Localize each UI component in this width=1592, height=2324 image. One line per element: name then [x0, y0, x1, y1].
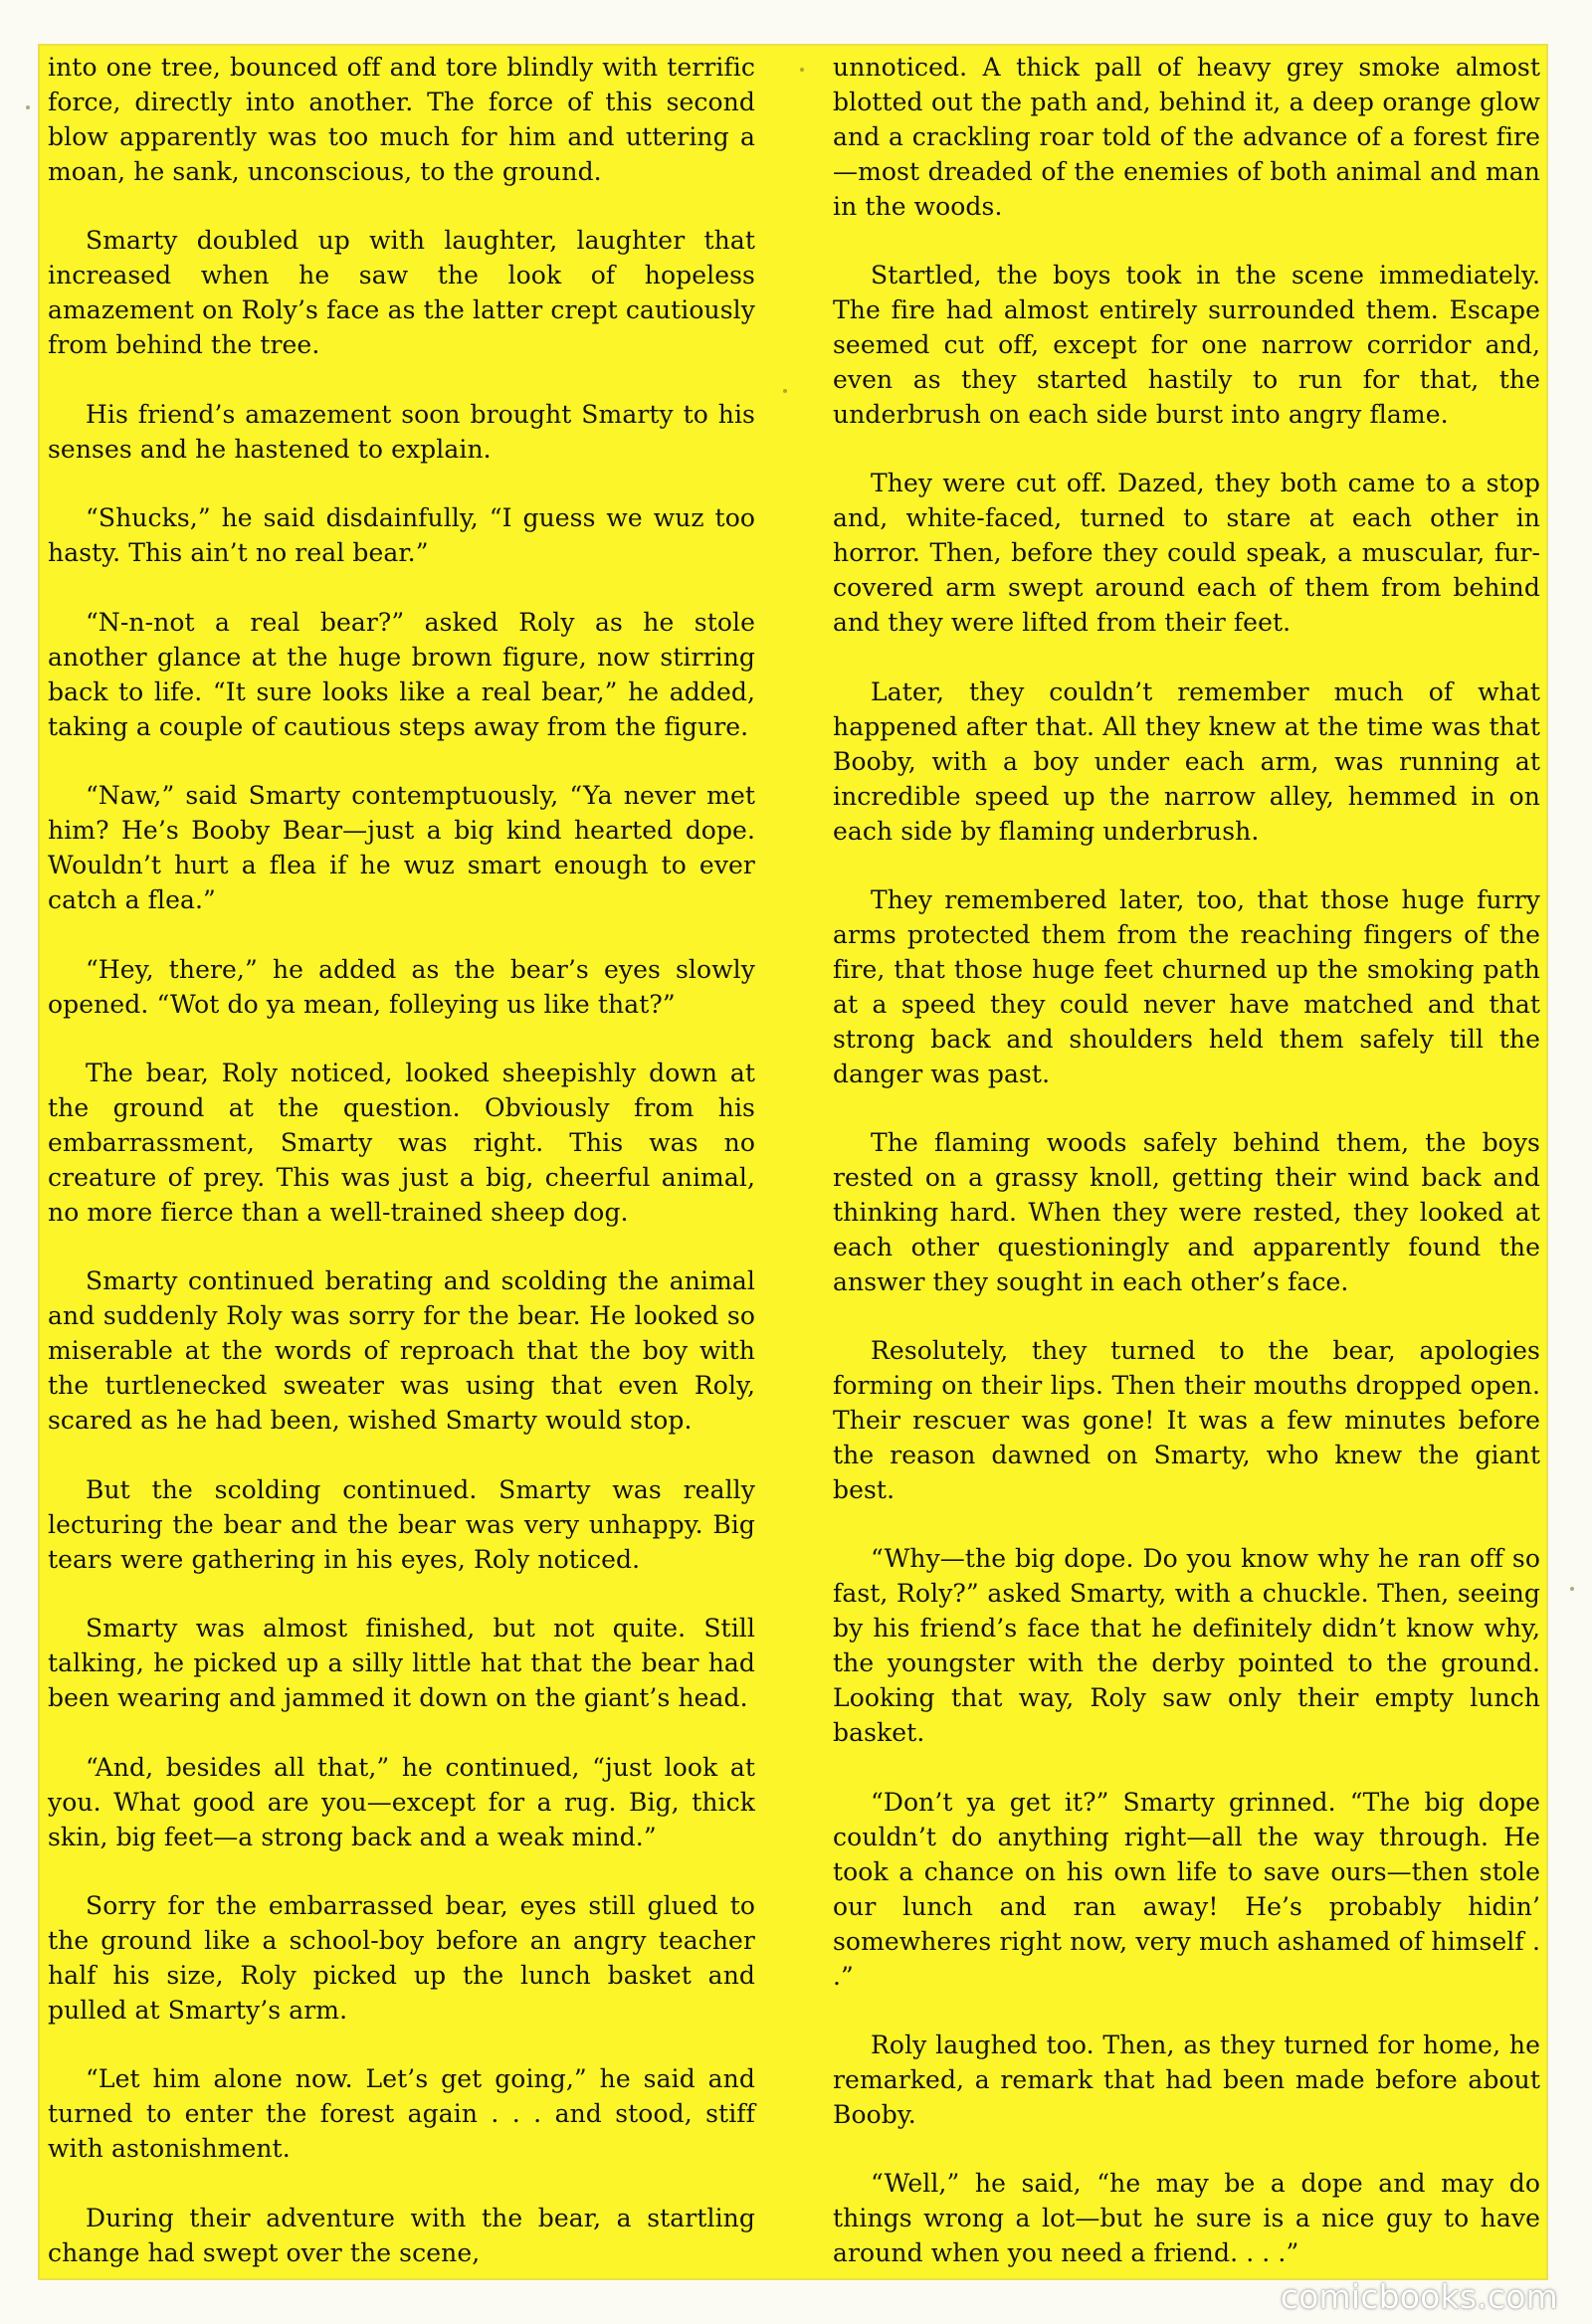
left-paragraph-11: Smarty was almost finished, but not quite. Still talking, he picked up a silly little hat that the bear had been wearing and jammed it down on the giant’s head. [48, 1614, 755, 1713]
left-paragraph-3: His friend’s amazement soon brought Smarty to his senses and he hastened to explain. [48, 399, 755, 464]
right-paragraph-4: Later, they couldn’t remember much of what happened after that. All they knew at the time was that Booby, with a boy under each arm, was running at incredible speed up the narrow alley, hemmed in on each side by flaming underbrush. [833, 677, 1540, 846]
left-paragraph-12: “And, besides all that,” he continued, “just look at you. What good are you—except for a rug. Big, thick skin, big feet—a strong back and a weak mind.” [48, 1752, 755, 1851]
left-paragraph-7: “Hey, there,” he added as the bear’s eyes slowly opened. “Wot do ya mean, folleying us like that?” [48, 954, 755, 1019]
print-speck [783, 389, 787, 393]
left-paragraph-1: into one tree, bounced off and tore blindly with terrific force, directly into another. The force of this second blow apparently was too much for him and uttering a moan, he sank, unconscious, to the ground. [48, 53, 755, 186]
right-paragraph-8: “Why—the big dope. Do you know why he ran off so fast, Roly?” asked Smarty, with a chuckle. Then, seeing by his friend’s face that he definitely didn’t know why, the youngster with the derby pointed to the ground. Looking that way, Roly saw only their empty lunch basket. [833, 1544, 1540, 1748]
story-text-columns [48, 50, 1540, 2270]
print-speck [1570, 1587, 1574, 1591]
left-paragraph-9: Smarty continued berating and scolding the animal and suddenly Roly was sorry for the bear. He looked so miserable at the words of reproach that the boy with the turtlenecked sweater was using that even Roly, scared as he had been, wished Smarty would stop. [48, 1266, 755, 1436]
right-paragraph-9: “Don’t ya get it?” Smarty grinned. “The big dope couldn’t do anything right—all the way through. He took a chance on his own life to save ours—then stole our lunch and ran away! He’s probably hidin’ somewheres right now, very much ashamed of himself . .” [833, 1787, 1540, 1991]
right-paragraph-2: Startled, the boys took in the scene immediately. The fire had almost entirely surrounded them. Escape seemed cut off, except for one narrow corridor and, even as they started hastily to run for that, the underbrush on each side burst into angry flame. [833, 261, 1540, 430]
left-paragraph-8: The bear, Roly noticed, looked sheepishly down at the ground at the question. Obviously from his embarrassment, Smarty was right. This was no creature of prey. This was just a big, cheerful animal, no more fierce than a well-trained sheep dog. [48, 1058, 755, 1227]
right-paragraph-6: The flaming woods safely behind them, the boys rested on a grassy knoll, getting their wind back and thinking hard. When they were rested, they looked at each other questioningly and apparently found the answer they sought in each other’s face. [833, 1127, 1540, 1296]
right-paragraph-10: Roly laughed too. Then, as they turned for home, he remarked, a remark that had been made before about Booby. [833, 2030, 1540, 2129]
left-paragraph-10: But the scolding continued. Smarty was really lecturing the bear and the bear was very unhappy. Big tears were gathering in his eyes, Roly noticed. [48, 1474, 755, 1574]
right-paragraph-1: unnoticed. A thick pall of heavy grey smoke almost blotted out the path and, behind it, a deep orange glow and a crackling roar told of the advance of a forest fire—most dreaded of the enemies of both animal and man in the woods. [833, 53, 1540, 221]
left-paragraph-4: “Shucks,” he said disdainfully, “I guess we wuz too hasty. This ain’t no real bear.” [48, 503, 755, 568]
right-paragraph-5: They remembered later, too, that those huge furry arms protected them from the reaching fingers of the fire, that those huge feet churned up the smoking path at a speed they could never have matched and that strong back and shoulders held them safely till the danger was past. [833, 884, 1540, 1088]
left-paragraph-14: “Let him alone now. Let’s get going,” he said and turned to enter the forest again . . . and stood, stiff with astonishment. [48, 2064, 755, 2164]
right-paragraph-3: They were cut off. Dazed, they both came to a stop and, white-faced, turned to stare at each other in horror. Then, before they could speak, a muscular, fur-covered arm swept around each of them from behind and they were lifted from their feet. [833, 469, 1540, 638]
right-paragraph-7: Resolutely, they turned to the bear, apologies forming on their lips. Then their mouths dropped open. Their rescuer was gone! It was a few minutes before the reason dawned on Smarty, who knew the giant best. [833, 1336, 1540, 1505]
right-paragraph-11: “Well,” he said, “he may be a dope and may do things wrong a lot—but he sure is a nice guy to have around when you need a friend. . . .” [833, 2168, 1540, 2267]
left-paragraph-6: “Naw,” said Smarty contemptuously, “Ya never met him? He’s Booby Bear—just a big kind hearted dope. Wouldn’t hurt a flea if he wuz smart enough to ever catch a flea.” [48, 781, 755, 915]
right-text-column [833, 50, 1540, 2270]
print-speck [800, 68, 804, 72]
comicbooks-watermark: comicbooks.com [1280, 2277, 1558, 2316]
print-speck [26, 105, 30, 109]
left-paragraph-13: Sorry for the embarrassed bear, eyes still glued to the ground like a school-boy before an angry teacher half his size, Roly picked up the lunch basket and pulled at Smarty’s arm. [48, 1891, 755, 2026]
left-paragraph-2: Smarty doubled up with laughter, laughter that increased when he saw the look of hopeless amazement on Roly’s face as the latter crept cautiously from behind the tree. [48, 226, 755, 360]
left-paragraph-15: During their adventure with the bear, a startling change had swept over the scene, [48, 2203, 755, 2267]
left-paragraph-5: “N-n-not a real bear?” asked Roly as he stole another glance at the huge brown figure, now stirring back to life. “It sure looks like a real bear,” he added, taking a couple of cautious steps away from the figure. [48, 607, 755, 741]
left-text-column [48, 50, 755, 2270]
